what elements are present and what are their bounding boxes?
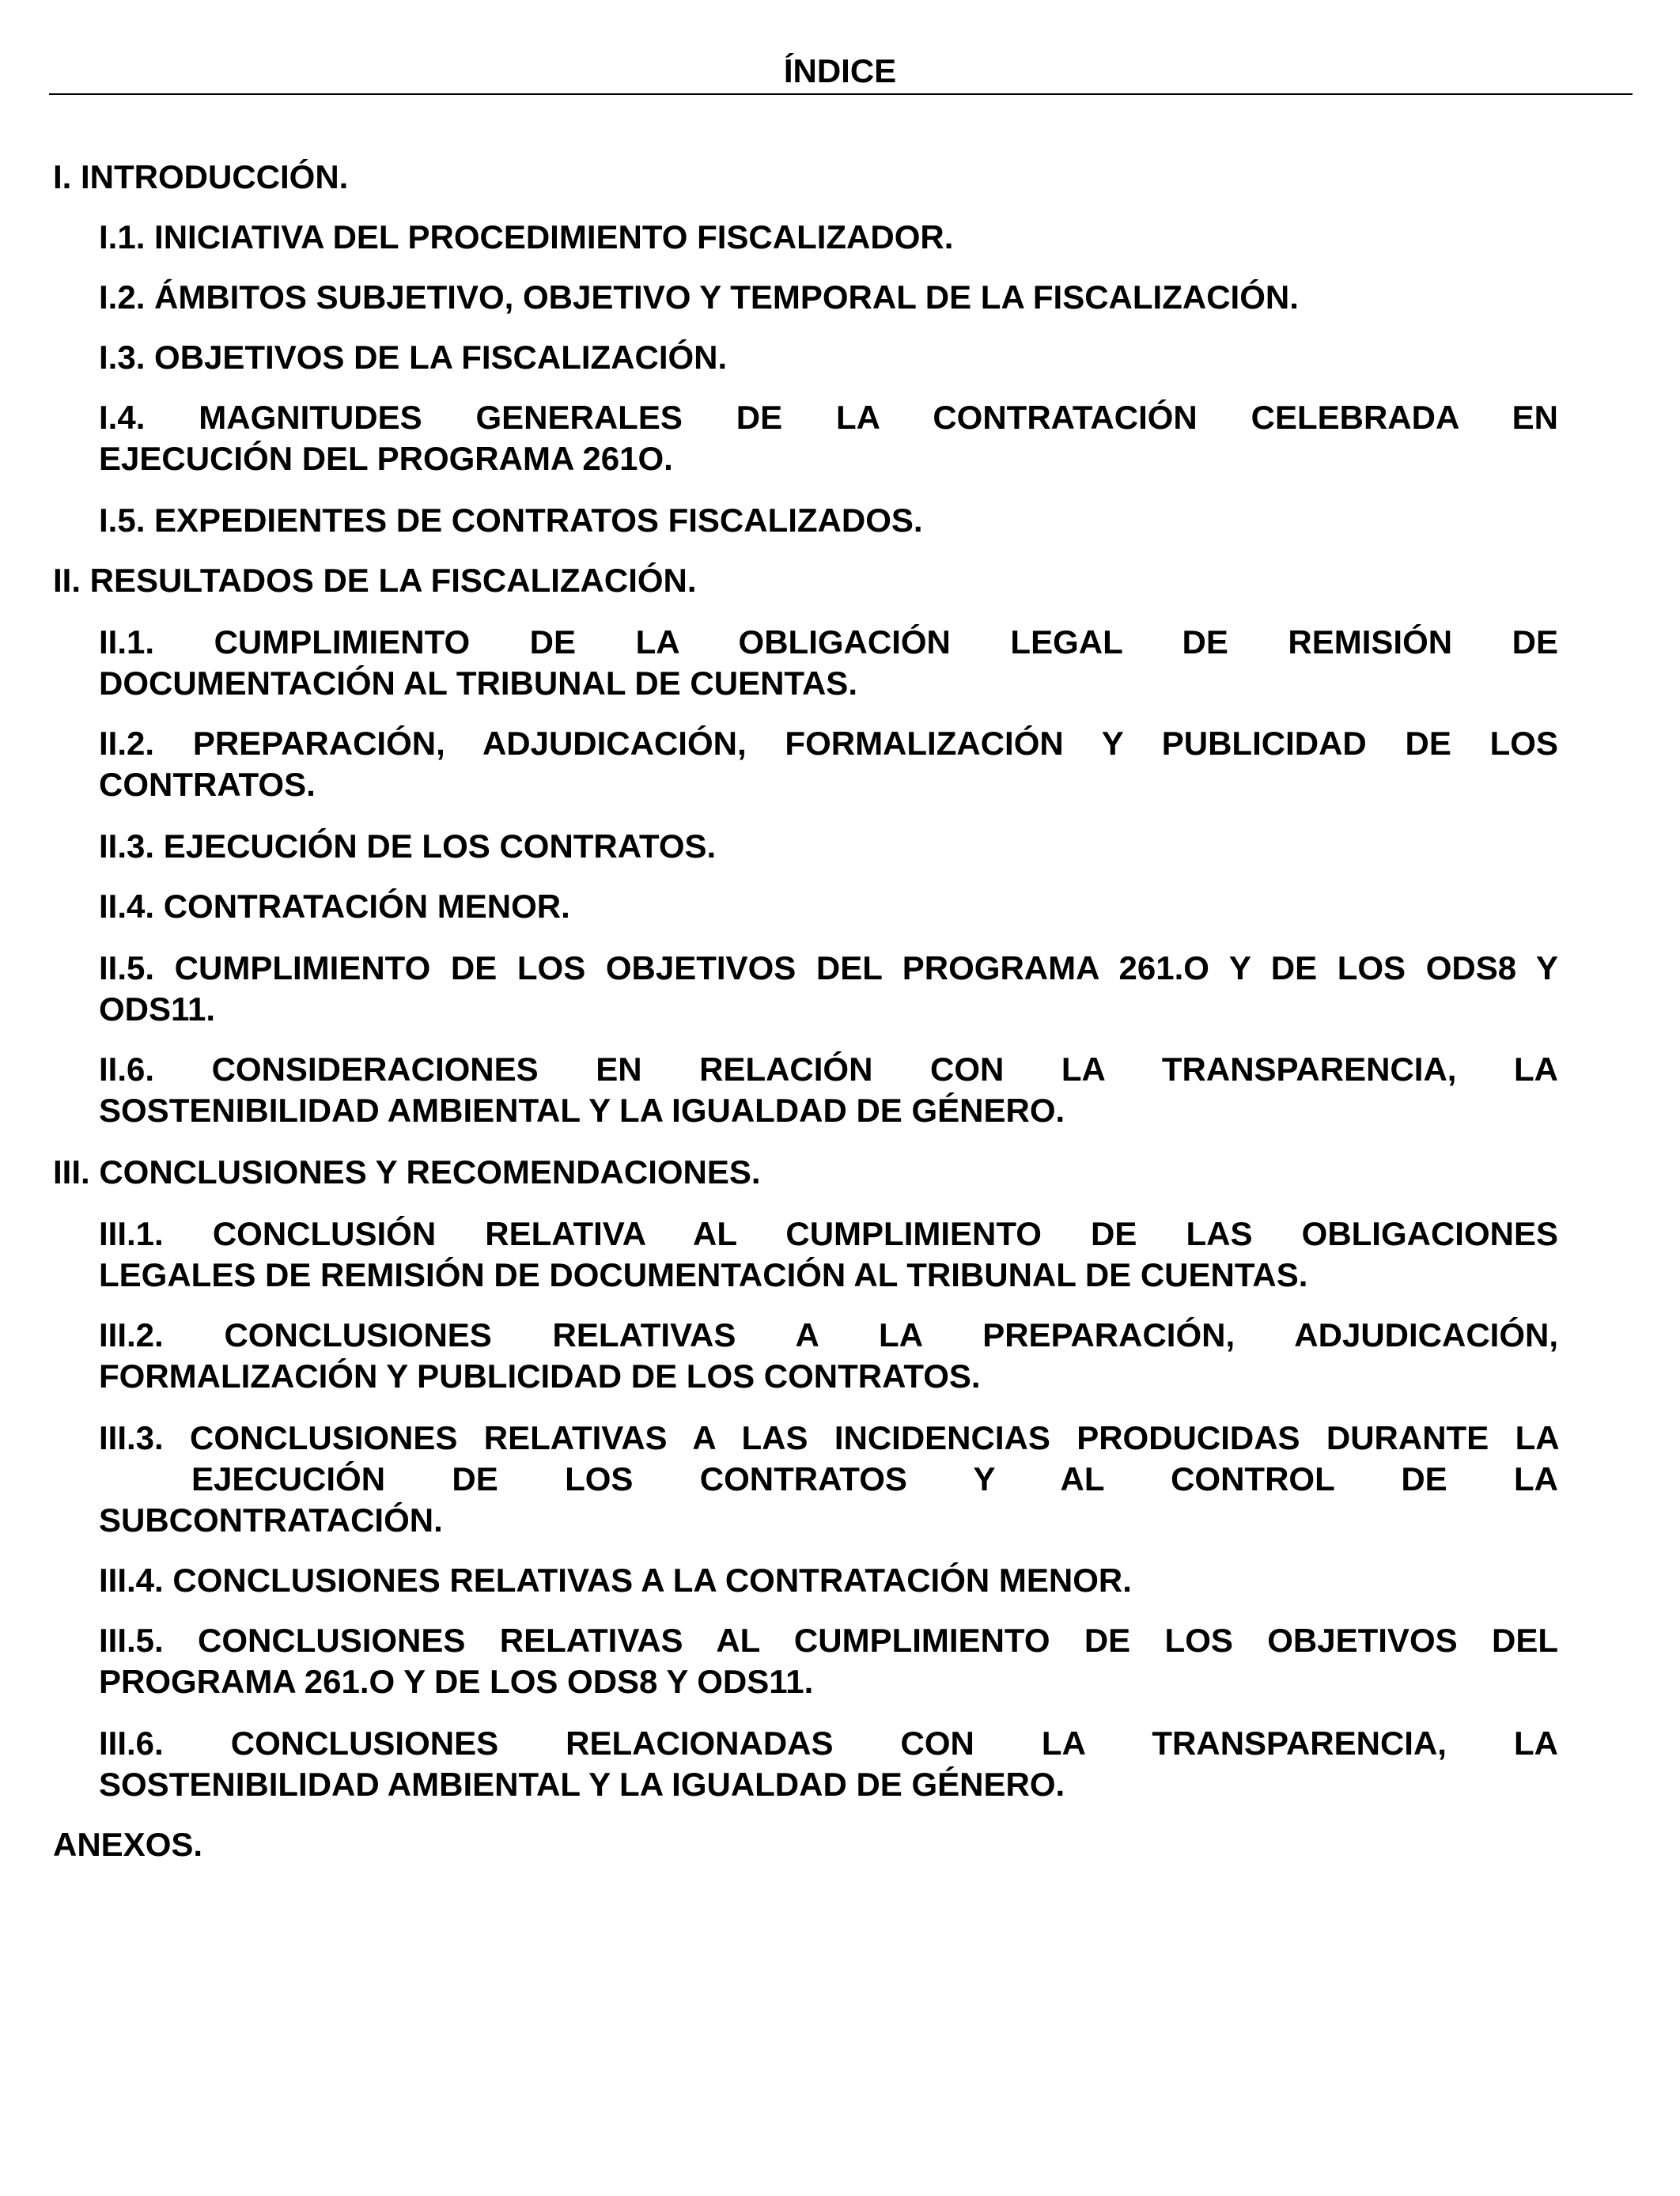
toc-item-2-3: II.3. EJECUCIÓN DE LOS CONTRATOS.	[99, 827, 717, 865]
toc-item-1-1: I.1. INICIATIVA DEL PROCEDIMIENTO FISCALIZADOR.	[99, 218, 954, 256]
toc-item-2-6	[99, 1049, 1558, 1131]
toc-item-3-2-line-1: III.2. CONCLUSIONES RELATIVAS A LA PREPARACIÓN, ADJUDICACIÓN,	[99, 1316, 1558, 1354]
toc-item-2-2-line-1: II.2. PREPARACIÓN, ADJUDICACIÓN, FORMALIZACIÓN Y PUBLICIDAD DE LOS	[99, 725, 1558, 762]
toc-item-2-5	[99, 948, 1558, 1030]
toc-item-3-3-line-1: III.3. CONCLUSIONES RELATIVAS A LAS INCIDENCIAS PRODUCIDAS DURANTE LA	[99, 1419, 1558, 1456]
toc-item-3-4: III.4. CONCLUSIONES RELATIVAS A LA CONTRATACIÓN MENOR.	[99, 1562, 1132, 1599]
toc-item-2-6-line-2: SOSTENIBILIDAD AMBIENTAL Y LA IGUALDAD DE GÉNERO.	[99, 1092, 1065, 1129]
toc-item-3-6-line-1: III.6. CONCLUSIONES RELACIONADAS CON LA TRANSPARENCIA, LA	[99, 1725, 1558, 1762]
toc-item-2-2-line-2: CONTRATOS.	[99, 766, 316, 803]
toc-section-2: II. RESULTADOS DE LA FISCALIZACIÓN.	[53, 562, 697, 599]
toc-item-2-6-line-1: II.6. CONSIDERACIONES EN RELACIÓN CON LA TRANSPARENCIA, LA	[99, 1051, 1558, 1088]
toc-item-3-3-line-3: SUBCONTRATACIÓN.	[99, 1501, 443, 1539]
toc-item-2-1-line-1: II.1. CUMPLIMIENTO DE LA OBLIGACIÓN LEGAL DE REMISIÓN DE	[99, 623, 1558, 661]
toc-item-3-1	[99, 1213, 1558, 1296]
toc-item-1-5: I.5. EXPEDIENTES DE CONTRATOS FISCALIZADOS.	[99, 502, 923, 539]
toc-item-3-6-line-2: SOSTENIBILIDAD AMBIENTAL Y LA IGUALDAD DE GÉNERO.	[99, 1766, 1065, 1803]
toc-item-2-1-line-2: DOCUMENTACIÓN AL TRIBUNAL DE CUENTAS.	[99, 664, 857, 702]
toc-item-1-2: I.2. ÁMBITOS SUBJETIVO, OBJETIVO Y TEMPORAL DE LA FISCALIZACIÓN.	[99, 278, 1299, 316]
toc-item-3-5-line-1: III.5. CONCLUSIONES RELATIVAS AL CUMPLIMIENTO DE LOS OBJETIVOS DEL	[99, 1622, 1558, 1659]
toc-item-3-1-line-1: III.1. CONCLUSIÓN RELATIVA AL CUMPLIMIENTO DE LAS OBLIGACIONES	[99, 1215, 1558, 1252]
toc-item-3-5-line-2: PROGRAMA 261.O Y DE LOS ODS8 Y ODS11.	[99, 1663, 814, 1700]
toc-item-3-3	[99, 1418, 1558, 1541]
toc-item-1-4	[99, 397, 1558, 479]
toc-item-3-5	[99, 1620, 1558, 1702]
title-divider	[49, 93, 1633, 95]
toc-item-2-5-line-2: ODS11.	[99, 990, 216, 1028]
toc-item-2-4: II.4. CONTRATACIÓN MENOR.	[99, 888, 570, 925]
toc-item-2-1	[99, 622, 1558, 704]
toc-item-1-3: I.3. OBJETIVOS DE LA FISCALIZACIÓN.	[99, 339, 728, 376]
toc-annexes: ANEXOS.	[53, 1826, 203, 1863]
toc-item-2-2	[99, 723, 1558, 805]
toc-section-3: III. CONCLUSIONES Y RECOMENDACIONES.	[53, 1153, 761, 1191]
toc-item-3-3-line-2: EJECUCIÓN DE LOS CONTRATOS Y AL CONTROL DE LA	[191, 1460, 1558, 1497]
toc-item-3-2-line-2: FORMALIZACIÓN Y PUBLICIDAD DE LOS CONTRATOS.	[99, 1357, 981, 1395]
toc-item-2-5-line-1: II.5. CUMPLIMIENTO DE LOS OBJETIVOS DEL PROGRAMA 261.O Y DE LOS ODS8 Y	[99, 949, 1558, 986]
toc-item-3-6	[99, 1723, 1558, 1805]
toc-item-1-4-line-1: I.4. MAGNITUDES GENERALES DE LA CONTRATACIÓN CELEBRADA EN	[99, 399, 1558, 436]
page-title: ÍNDICE	[783, 52, 897, 89]
toc-item-3-2	[99, 1315, 1558, 1397]
toc-item-1-4-line-2: EJECUCIÓN DEL PROGRAMA 261O.	[99, 440, 673, 477]
toc-section-1: I. INTRODUCCIÓN.	[53, 158, 349, 195]
toc-item-3-1-line-2: LEGALES DE REMISIÓN DE DOCUMENTACIÓN AL TRIBUNAL DE CUENTAS.	[99, 1256, 1308, 1293]
